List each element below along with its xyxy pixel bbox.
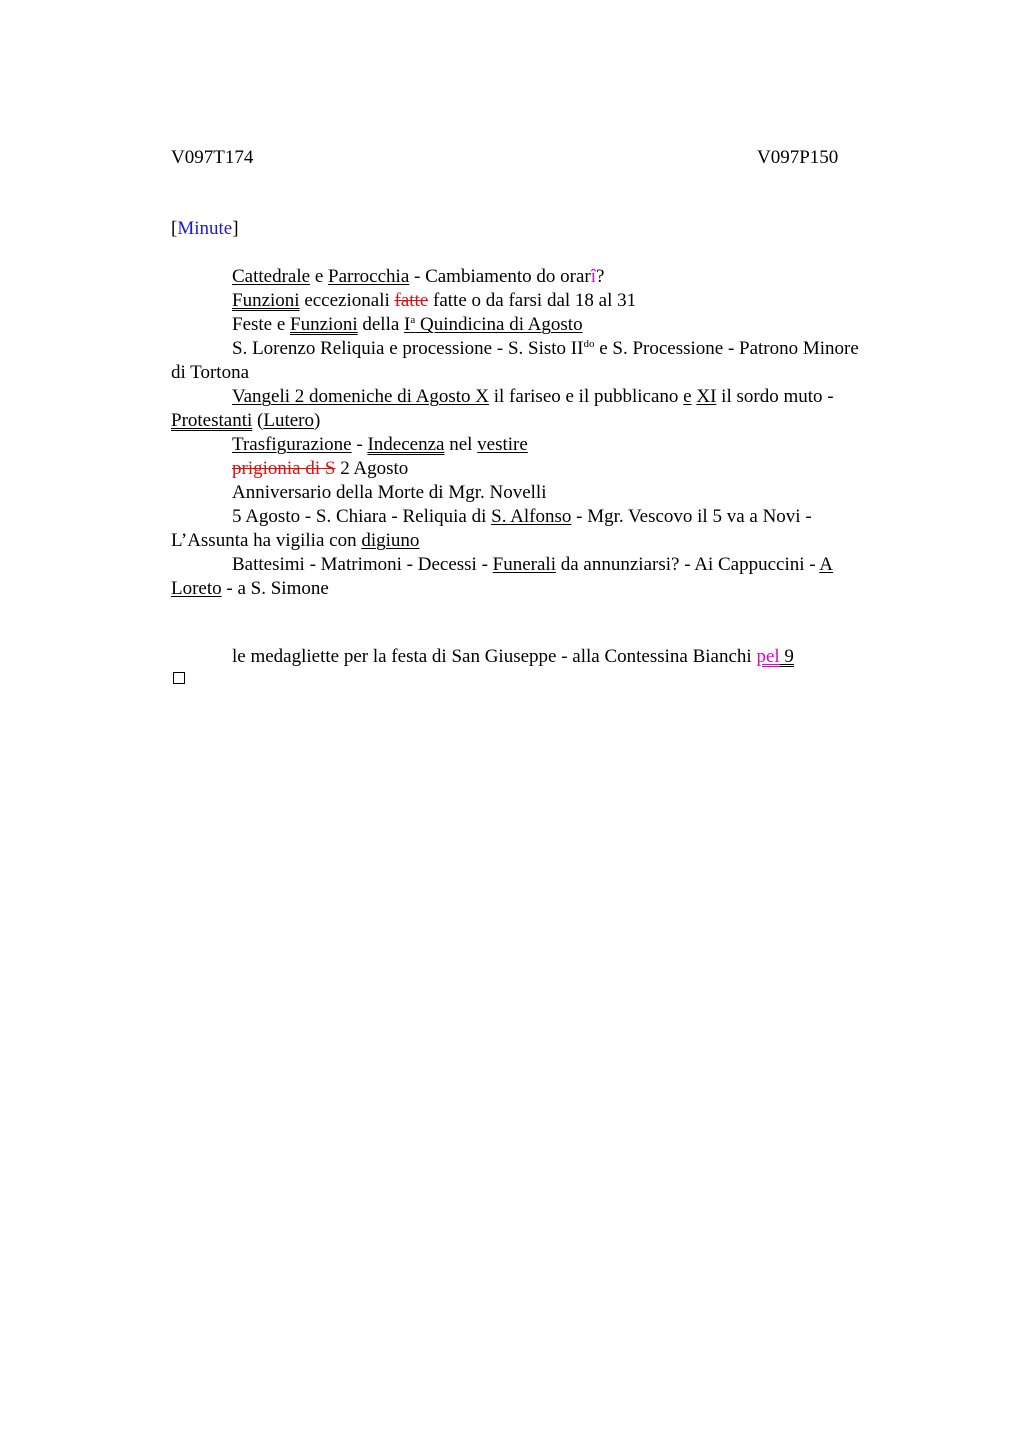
entry-text: Cattedrale	[232, 266, 311, 287]
entry-text: Indecenza	[367, 434, 445, 455]
editor-insertion: î	[590, 266, 597, 287]
footer-entry-line	[232, 645, 794, 669]
entry-text: Lutero	[263, 410, 315, 431]
editor-insertion: pel	[756, 646, 780, 667]
heading-bracket-open: [	[171, 218, 178, 239]
entry-text: A	[819, 554, 834, 575]
entry-text: S. Lorenzo Reliquia e processione - S. Sisto II	[232, 338, 584, 359]
entry-text: di Tortona	[171, 362, 250, 383]
entry-text: - Mgr. Vescovo il 5 va a Novi -	[571, 506, 812, 527]
entry-text: S. Alfonso	[491, 506, 572, 527]
entry-text: vestire	[477, 434, 528, 455]
heading-label: Minute	[177, 218, 233, 239]
entry-line-5-continued	[171, 409, 916, 433]
entry-text: (	[252, 410, 264, 431]
entry-line-10	[171, 553, 916, 577]
entry-line-5	[171, 385, 916, 409]
entry-text: nel	[444, 434, 478, 455]
entry-text: 5 Agosto - S. Chiara - Reliquia di	[232, 506, 492, 527]
entry-text: digiuno	[361, 530, 420, 551]
entry-text: Protestanti	[171, 410, 253, 431]
entry-text: Trasfigurazione	[232, 434, 352, 455]
entry-text: Battesimi - Matrimoni - Decessi -	[232, 554, 493, 575]
entry-line-2	[171, 289, 916, 313]
entry-line-1	[171, 265, 916, 289]
entry-text: - Cambiamento do orar	[409, 266, 591, 287]
entry-text: e	[683, 386, 692, 407]
entry-text: Funzioni	[232, 290, 300, 311]
entry-text: le medagliette per la festa di San Giuseppe - alla Contessina Bianchi	[232, 646, 757, 667]
entry-line-8	[171, 481, 916, 505]
heading-bracket-close: ]	[232, 218, 239, 239]
entry-text: Feste e	[232, 314, 291, 335]
entry-text: della	[357, 314, 405, 335]
entry-text: Funzioni	[290, 314, 358, 335]
entry-text: Anniversario della Morte di Mgr. Novelli	[232, 482, 547, 503]
entry-text: 9	[784, 646, 794, 667]
entry-text: eccezionali	[299, 290, 395, 311]
entry-text: ?	[596, 266, 605, 287]
entry-text: -	[351, 434, 368, 455]
entry-text: e S. Processione - Patrono Minore	[594, 338, 859, 359]
section-heading	[171, 217, 239, 241]
document-code-left: V097T174	[171, 147, 254, 168]
entry-text: il fariseo e il pubblicano	[489, 386, 684, 407]
deleted-text: prigionia di S	[232, 458, 336, 479]
entry-line-3	[171, 313, 916, 337]
entry-text: )	[314, 410, 321, 431]
checkbox-icon[interactable]	[173, 672, 185, 684]
entry-text: da annunziarsi? - Ai Cappuccini -	[556, 554, 820, 575]
entry-text: Vangeli 2 domeniche di Agosto X	[232, 386, 489, 407]
entry-line-4-continued	[171, 361, 916, 385]
minute-entries	[171, 265, 916, 601]
page-code-right: V097P150	[757, 147, 839, 168]
superscript: do	[583, 338, 595, 350]
entry-text: e	[310, 266, 329, 287]
entry-line-6	[171, 433, 916, 457]
entry-line-7	[171, 457, 916, 481]
entry-text: $I^a$ Quindicina di Agosto	[404, 314, 583, 335]
entry-text: - a S. Simone	[221, 578, 329, 599]
deleted-text: fatte	[394, 290, 429, 311]
entry-line-4	[171, 337, 916, 361]
entry-text: il sordo muto -	[716, 386, 834, 407]
entry-line-10-continued	[171, 577, 916, 601]
entry-text: fatte o da farsi dal 18 al 31	[428, 290, 637, 311]
entry-text: XI	[696, 386, 717, 407]
entry-text: L’Assunta ha vigilia con	[171, 530, 362, 551]
entry-text: Parrocchia	[328, 266, 410, 287]
entry-line-9-continued	[171, 529, 916, 553]
entry-text: Funerali	[492, 554, 556, 575]
entry-line-9	[171, 505, 916, 529]
entry-text: Loreto	[171, 578, 222, 599]
entry-text: 2 Agosto	[335, 458, 409, 479]
